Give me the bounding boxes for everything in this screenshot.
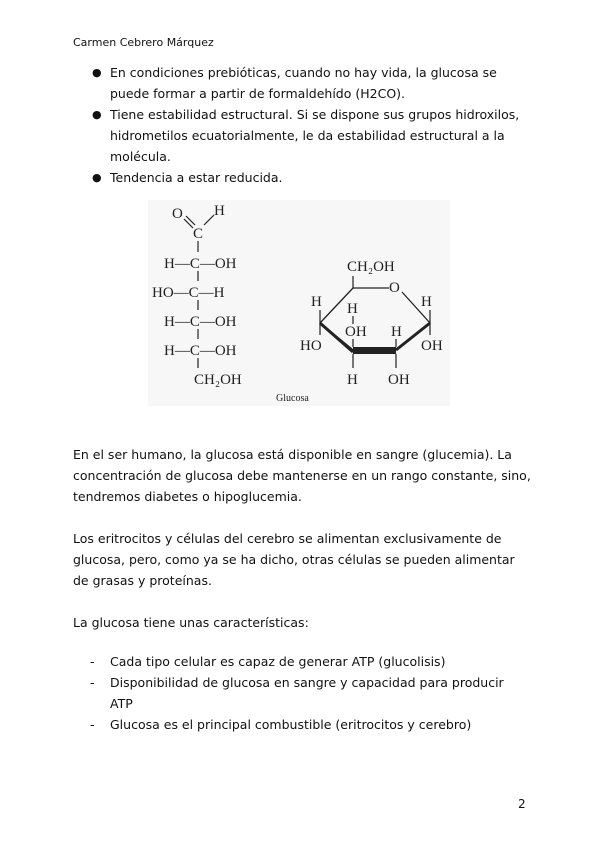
chain-row-4: H—C—OH bbox=[164, 314, 237, 330]
dash-marker: - bbox=[90, 654, 95, 669]
ring-h-left-top: H bbox=[311, 294, 322, 310]
ring-oh-bottom: OH bbox=[388, 372, 410, 388]
glucose-haworth-ring bbox=[300, 259, 443, 388]
bullet-text: Tiene estabilidad estructural. Si se dispone sus grupos hidroxilos, hidrometilos ecuatorialmente, le da estabilidad estructural a la molécula. bbox=[110, 107, 520, 164]
dash-list bbox=[90, 651, 530, 735]
figure-caption: Glucosa bbox=[276, 393, 309, 404]
paragraph-glucemia: En el ser humano, la glucosa está disponible en sangre (glucemia). La concentración de glucosa debe mantenerse en un rango constante, sino, tendremos diabetes o hipoglucemia. bbox=[73, 447, 531, 504]
bullet-item bbox=[92, 167, 532, 188]
bullet-text: Tendencia a estar reducida. bbox=[110, 170, 283, 185]
ring-ch2oh-label: CH₂OH bbox=[347, 259, 395, 275]
ring-oh-mid: OH bbox=[345, 324, 367, 340]
dash-marker: - bbox=[90, 717, 95, 732]
ring-ho-left: HO bbox=[300, 338, 322, 354]
dash-item bbox=[90, 651, 530, 672]
bullet-icon: ● bbox=[92, 171, 102, 184]
paragraph-caracteristicas: La glucosa tiene unas características: bbox=[73, 615, 309, 630]
glucose-open-chain bbox=[152, 203, 242, 388]
ring-h-left-mid: H bbox=[347, 301, 358, 317]
paragraph-eritrocitos: Los eritrocitos y células del cerebro se alimentan exclusivamente de glucosa, pero, como ya se ha dicho, otras células se pueden alimentar de grasas y proteínas. bbox=[73, 531, 515, 588]
dash-text: Glucosa es el principal combustible (eritrocitos y cerebro) bbox=[110, 717, 472, 732]
ring-o-label: O bbox=[389, 280, 400, 296]
bullet-icon: ● bbox=[92, 108, 102, 121]
chain-h-top-label: H bbox=[214, 203, 225, 219]
ring-h-right: H bbox=[421, 294, 432, 310]
chain-row-6: CH₂OH bbox=[194, 372, 242, 388]
chain-c1-label: C bbox=[193, 226, 204, 242]
dash-text: Cada tipo celular es capaz de generar ATP (glucolisis) bbox=[110, 654, 446, 669]
bullet-icon: ● bbox=[92, 66, 102, 79]
ring-oh-right: OH bbox=[421, 338, 443, 354]
glucose-structure-figure bbox=[148, 200, 450, 406]
chain-row-3: HO—C—H bbox=[152, 285, 225, 301]
dash-item bbox=[90, 714, 530, 735]
bullet-item bbox=[92, 62, 532, 104]
page-number: 2 bbox=[518, 797, 526, 811]
chain-o-label: O bbox=[172, 206, 183, 222]
dash-item bbox=[90, 672, 530, 714]
dash-text: Disponibilidad de glucosa en sangre y capacidad para producir ATP bbox=[110, 675, 504, 711]
bullet-item bbox=[92, 104, 532, 167]
bullet-list bbox=[92, 62, 532, 188]
chain-row-5: H—C—OH bbox=[164, 343, 237, 359]
ring-h-mid: H bbox=[391, 324, 402, 340]
bullet-text: En condiciones prebióticas, cuando no hay vida, la glucosa se puede formar a partir de formaldehído (H2CO). bbox=[110, 65, 497, 101]
page-header-author: Carmen Cebrero Márquez bbox=[73, 36, 214, 49]
chain-row-2: H—C—OH bbox=[164, 256, 237, 272]
ring-h-bottom: H bbox=[347, 372, 358, 388]
dash-marker: - bbox=[90, 675, 95, 690]
